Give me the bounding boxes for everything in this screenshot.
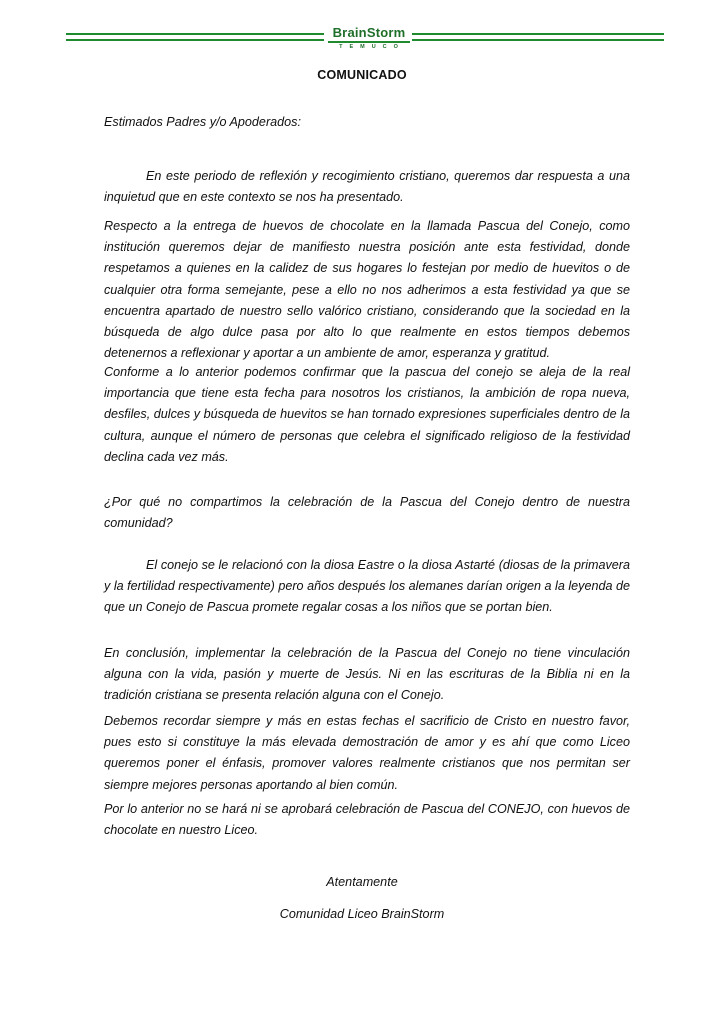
logo-subtitle: TEMUCO <box>339 44 405 50</box>
paragraph-reminder: Debemos recordar siempre y más en estas fechas el sacrificio de Cristo en nuestro favor, pues esto si constituye la más elevada demostración de amor y es ahí que como Liceo queremos poner el énfasis, promover valores realmente cristianos que nos permitan ser siempre mejores personas aportando al bien común. <box>104 714 630 792</box>
greeting: Estimados Padres y/o Apoderados: <box>104 115 301 129</box>
paragraph-origin: El conejo se le relacionó con la diosa Eastre o la diosa Astarté (diosas de la primavera y la fertilidad respectivamente) pero años después los alemanes darían origen a la leyenda de que un Conejo de Pascua promete regalar cosas a los niños que se portan bien. <box>104 558 630 615</box>
paragraph-decision: Por lo anterior no se hará ni se aprobará celebración de Pascua del CONEJO, con huevos de chocolate en nuestro Liceo. <box>104 802 630 838</box>
logo-wordmark: BrainStorm <box>328 26 410 43</box>
question-heading: ¿Por qué no compartimos la celebración de la Pascua del Conejo dentro de nuestra comunidad? <box>104 495 630 531</box>
brainstorm-logo <box>328 26 410 51</box>
document-title: COMUNICADO <box>317 68 407 82</box>
paragraph-position: Respecto a la entrega de huevos de chocolate en la llamada Pascua del Conejo, como institución queremos dejar de manifiesto nuestra posición ante esta festividad, donde respetamos a quienes en la calidez de sus hogares lo festejan por medio de huevitos o de cualquier otra forma semejante, pese a ello no nos adherimos a esta festividad ya que se encuentra apartado de nuestro sello valórico cristiano, considerando que la sociedad en la búsqueda de algo dulce pasa por alto lo que realmente en estos tiempos debemos detenernos a reflexionar y aportar a un ambiente de amor, esperanza y gratitud. <box>104 219 630 361</box>
closing: Atentamente <box>326 875 398 889</box>
paragraph-intro: En este periodo de reflexión y recogimiento cristiano, queremos dar respuesta a una inquietud que en este contexto se nos ha presentado. <box>104 169 630 205</box>
paragraph-consequence: Conforme a lo anterior podemos confirmar que la pascua del conejo se aleja de la real importancia que tiene esta fecha para nosotros los cristianos, la ambición de ropa nueva, desfiles, dulces y búsqueda de huevitos se han tornado expresiones superficiales dentro de la cultura, aunque el número de personas que celebra el significado religioso de la festividad declina cada vez más. <box>104 365 630 464</box>
signature: Comunidad Liceo BrainStorm <box>279 907 445 921</box>
paragraph-conclusion: En conclusión, implementar la celebración de la Pascua del Conejo no tiene vinculación alguna con la vida, pasión y muerte de Jesús. Ni en las escrituras de la Biblia ni en la tradición cristiana se presenta relación alguna con el Conejo. <box>104 646 630 703</box>
